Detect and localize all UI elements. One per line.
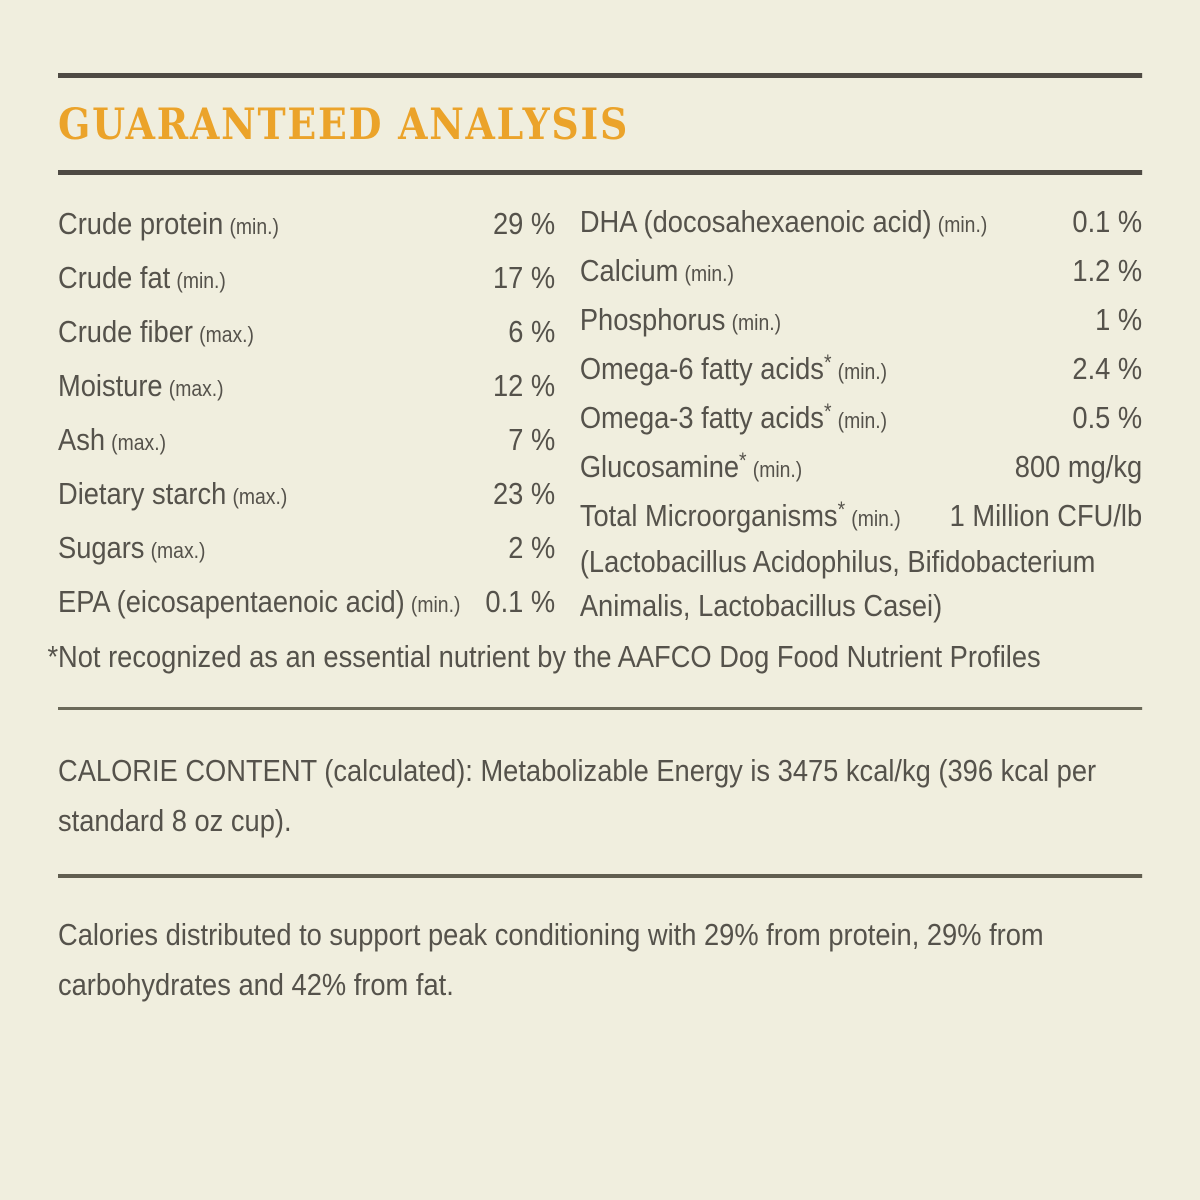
nutrient-row	[580, 491, 1142, 540]
nutrient-label	[58, 251, 226, 305]
nutrient-value: 6 %	[508, 314, 556, 349]
nutrient-name: Moisture	[58, 368, 163, 403]
nutrient-qualifier: (min.)	[410, 592, 461, 617]
label-content	[47, 73, 1143, 1010]
nutrient-name: Phosphorus	[579, 302, 726, 337]
nutrient-name: Omega-6 fatty acids	[579, 351, 824, 386]
left-column	[58, 197, 555, 629]
divider-rule-upper	[58, 707, 1142, 710]
nutrient-name: Calcium	[579, 253, 679, 288]
nutrient-value: 0.5 %	[1072, 400, 1143, 435]
nutrient-name: Glucosamine	[579, 449, 740, 484]
asterisk-marker: *	[837, 497, 846, 522]
nutrient-row	[58, 305, 555, 359]
nutrient-label	[58, 521, 205, 575]
nutrient-qualifier: (min.)	[837, 408, 888, 433]
nutrient-label	[580, 393, 887, 442]
nutrient-name: Dietary starch	[58, 476, 227, 511]
nutrient-value: 23 %	[493, 476, 556, 511]
aafco-footnote: *Not recognized as an essential nutrient by the AAFCO Dog Food Nutrient Profiles	[47, 639, 1041, 674]
nutrient-row	[580, 246, 1142, 295]
nutrient-name: Ash	[58, 422, 106, 457]
right-column	[580, 197, 1142, 629]
nutrient-row	[580, 197, 1142, 246]
nutrient-label	[580, 442, 802, 491]
nutrient-value: 7 %	[508, 422, 556, 457]
nutrient-value: 1 Million CFU/lb	[949, 498, 1143, 533]
nutrient-value: 1 %	[1095, 302, 1143, 337]
nutrient-row	[580, 295, 1142, 344]
nutrient-row	[58, 521, 555, 575]
nutrient-qualifier: (max.)	[232, 484, 288, 509]
nutrient-row	[58, 413, 555, 467]
nutrient-qualifier: (min.)	[937, 212, 988, 237]
nutrient-value: 0.1 %	[1072, 204, 1143, 239]
nutrient-qualifier: (min.)	[837, 359, 888, 384]
nutrient-name: Crude protein	[58, 206, 224, 241]
nutrient-name: Sugars	[58, 530, 145, 565]
nutrient-name: Crude fiber	[58, 314, 193, 349]
top-rule	[58, 73, 1142, 78]
nutrient-value: 17 %	[493, 260, 556, 295]
nutrient-label	[58, 575, 460, 629]
nutrient-label	[580, 344, 887, 393]
nutrient-row	[58, 251, 555, 305]
calorie-content-line: CALORIE CONTENT (calculated): Metabolizable Energy is 3475 kcal/kg (396 kcal per	[58, 753, 1097, 788]
nutrient-qualifier: (min.)	[752, 457, 803, 482]
nutrient-label	[580, 491, 901, 540]
nutrient-row	[580, 393, 1142, 442]
nutrient-value: 0.1 %	[485, 584, 556, 619]
nutrient-qualifier: (max.)	[199, 322, 254, 347]
nutrient-label	[58, 197, 279, 251]
microorganisms-detail-line: Animalis, Lactobacillus Casei)	[579, 588, 943, 623]
nutrient-qualifier: (min.)	[851, 506, 901, 531]
nutrient-label	[580, 246, 734, 295]
nutrient-label	[58, 305, 254, 359]
nutrient-label	[580, 295, 781, 344]
nutrient-value: 29 %	[493, 206, 556, 241]
nutrient-value: 2.4 %	[1072, 351, 1143, 386]
nutrient-value: 12 %	[493, 368, 556, 403]
calorie-content-paragraph	[58, 746, 1142, 846]
nutrient-qualifier: (min.)	[229, 214, 279, 239]
nutrient-name: Omega-3 fatty acids	[579, 400, 824, 435]
guaranteed-analysis-table	[58, 197, 1142, 629]
page-title: GUARANTEED ANALYSIS	[58, 100, 630, 150]
nutrient-name: EPA (eicosapentaenoic acid)	[58, 584, 405, 619]
calorie-distribution-line: Calories distributed to support peak conditioning with 29% from protein, 29% from	[58, 917, 1044, 952]
nutrient-qualifier: (min.)	[684, 261, 735, 286]
nutrient-row	[580, 442, 1142, 491]
calorie-distribution-paragraph	[58, 910, 1142, 1010]
nutrient-label	[58, 359, 224, 413]
nutrient-name: Crude fat	[58, 260, 171, 295]
nutrient-label	[58, 467, 287, 521]
nutrient-label	[580, 197, 987, 246]
nutrient-qualifier: (max.)	[150, 538, 206, 563]
nutrient-value: 1.2 %	[1072, 253, 1143, 288]
asterisk-marker: *	[823, 350, 832, 375]
nutrient-qualifier: (min.)	[731, 310, 782, 335]
nutrient-label	[58, 413, 166, 467]
nutrient-row	[58, 467, 555, 521]
nutrient-row	[580, 344, 1142, 393]
nutrient-row	[58, 575, 555, 629]
nutrient-value: 800 mg/kg	[1014, 449, 1143, 484]
nutrient-row	[58, 197, 555, 251]
nutrient-row	[58, 359, 555, 413]
microorganisms-detail-line: (Lactobacillus Acidophilus, Bifidobacterium	[579, 544, 1096, 579]
calorie-distribution-line: carbohydrates and 42% from fat.	[58, 967, 454, 1002]
header-rule	[58, 170, 1142, 175]
nutrient-name: DHA (docosahexaenoic acid)	[579, 204, 932, 239]
asterisk-marker: *	[739, 448, 747, 473]
nutrient-qualifier: (min.)	[176, 268, 226, 293]
divider-rule-lower	[58, 874, 1142, 878]
calorie-content-line: standard 8 oz cup).	[58, 803, 292, 838]
nutrient-value: 2 %	[508, 530, 556, 565]
asterisk-marker: *	[823, 399, 832, 424]
nutrient-qualifier: (max.)	[111, 430, 167, 455]
nutrient-qualifier: (max.)	[168, 376, 224, 401]
nutrient-name: Total Microorganisms	[579, 498, 838, 533]
